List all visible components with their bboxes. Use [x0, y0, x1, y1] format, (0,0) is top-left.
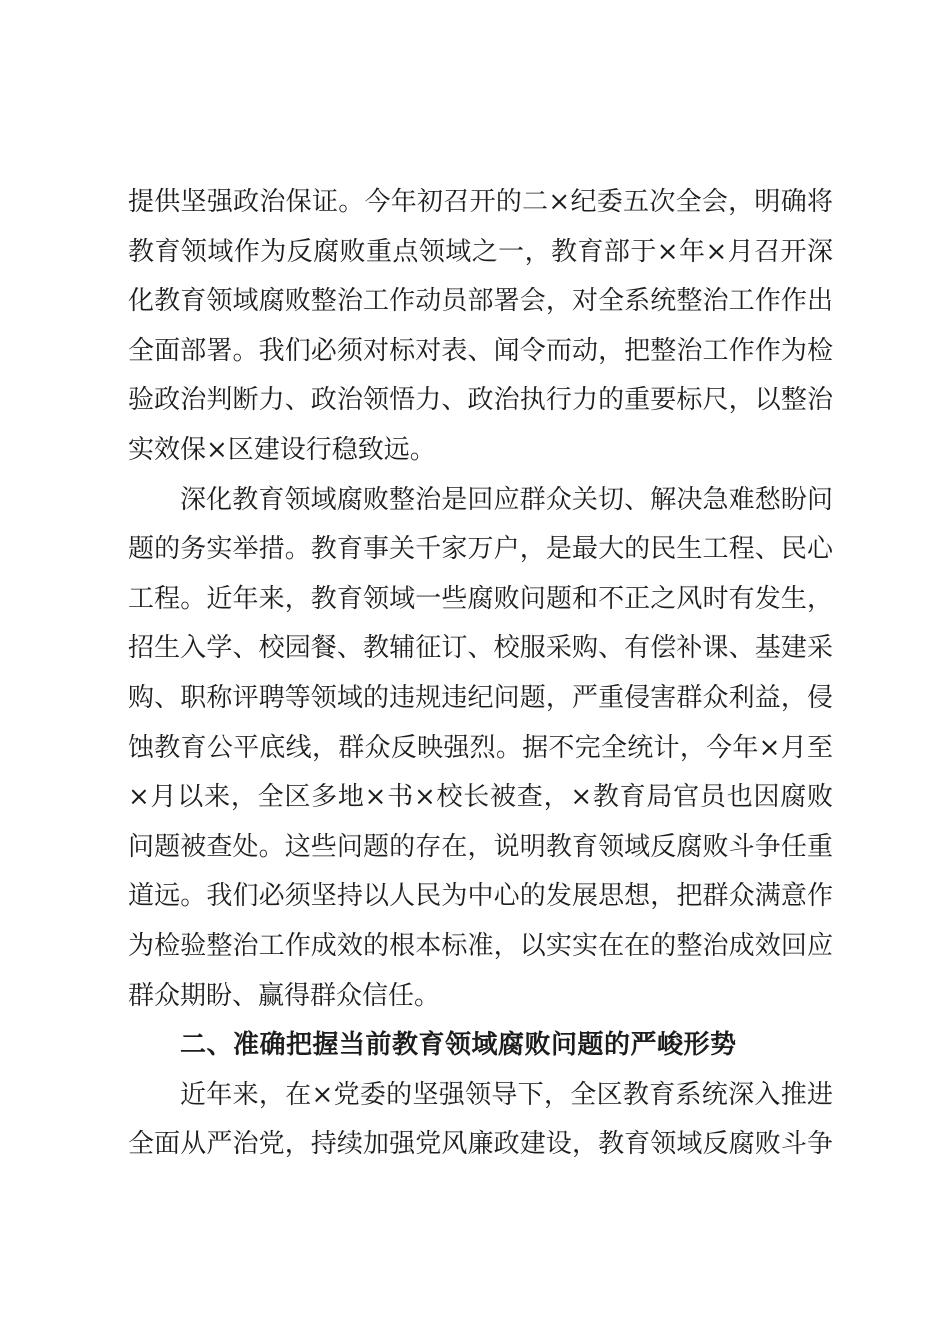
paragraph-line: 化教育领域腐败整治工作动员部署会，对全系统整治工作作出: [128, 286, 833, 317]
document-body: [128, 178, 833, 1170]
paragraph-line: 蚀教育公平底线，群众反映强烈。据不完全统计，今年×月至: [128, 732, 833, 763]
paragraph-line: 为检验整治工作成效的根本标准，以实实在在的整治成效回应: [128, 930, 833, 961]
paragraph-line: 问题被查处。这些问题的存在，说明教育领域反腐败斗争任重: [128, 831, 833, 862]
paragraph-line: 提供坚强政治保证。今年初召开的二×纪委五次全会，明确将: [128, 187, 833, 217]
paragraph-first-line: 深化教育领域腐败整治是回应群众关切、解决急难愁盼问: [180, 484, 833, 515]
section-heading: 二、准确把握当前教育领域腐败问题的严峻形势: [180, 1030, 737, 1061]
paragraph-line: 验政治判断力、政治领悟力、政治执行力的重要标尺，以整治: [128, 385, 833, 416]
paragraph-first-line: 近年来，在×党委的坚强领导下，全区教育系统深入推进: [180, 1079, 833, 1110]
paragraph-line: 工程。近年来，教育领域一些腐败问题和不正之风时有发生，: [128, 583, 833, 614]
paragraph-line: 招生入学、校园餐、教辅征订、校服采购、有偿补课、基建采: [128, 633, 833, 664]
paragraph-line: 题的务实举措。教育事关千家万户，是最大的民生工程、民心: [128, 534, 833, 565]
paragraph-line: 实效保×区建设行稳致远。: [128, 434, 436, 465]
paragraph-line: 全面部署。我们必须对标对表、闻令而动，把整治工作作为检: [128, 335, 833, 366]
paragraph-line: ×月以来，全区多地×书×校长被查，×教育局官员也因腐败: [128, 782, 833, 813]
paragraph-line: 道远。我们必须坚持以人民为中心的发展思想，把群众满意作: [128, 881, 833, 912]
paragraph-line: 群众期盼、赢得群众信任。: [128, 980, 441, 1011]
paragraph-line: 购、职称评聘等领域的违规违纪问题，严重侵害群众利益，侵: [128, 682, 833, 713]
paragraph-line: 全面从严治党，持续加强党风廉政建设，教育领域反腐败斗争: [128, 1129, 833, 1160]
paragraph-line: 教育领域作为反腐败重点领域之一，教育部于×年×月召开深: [128, 236, 833, 267]
